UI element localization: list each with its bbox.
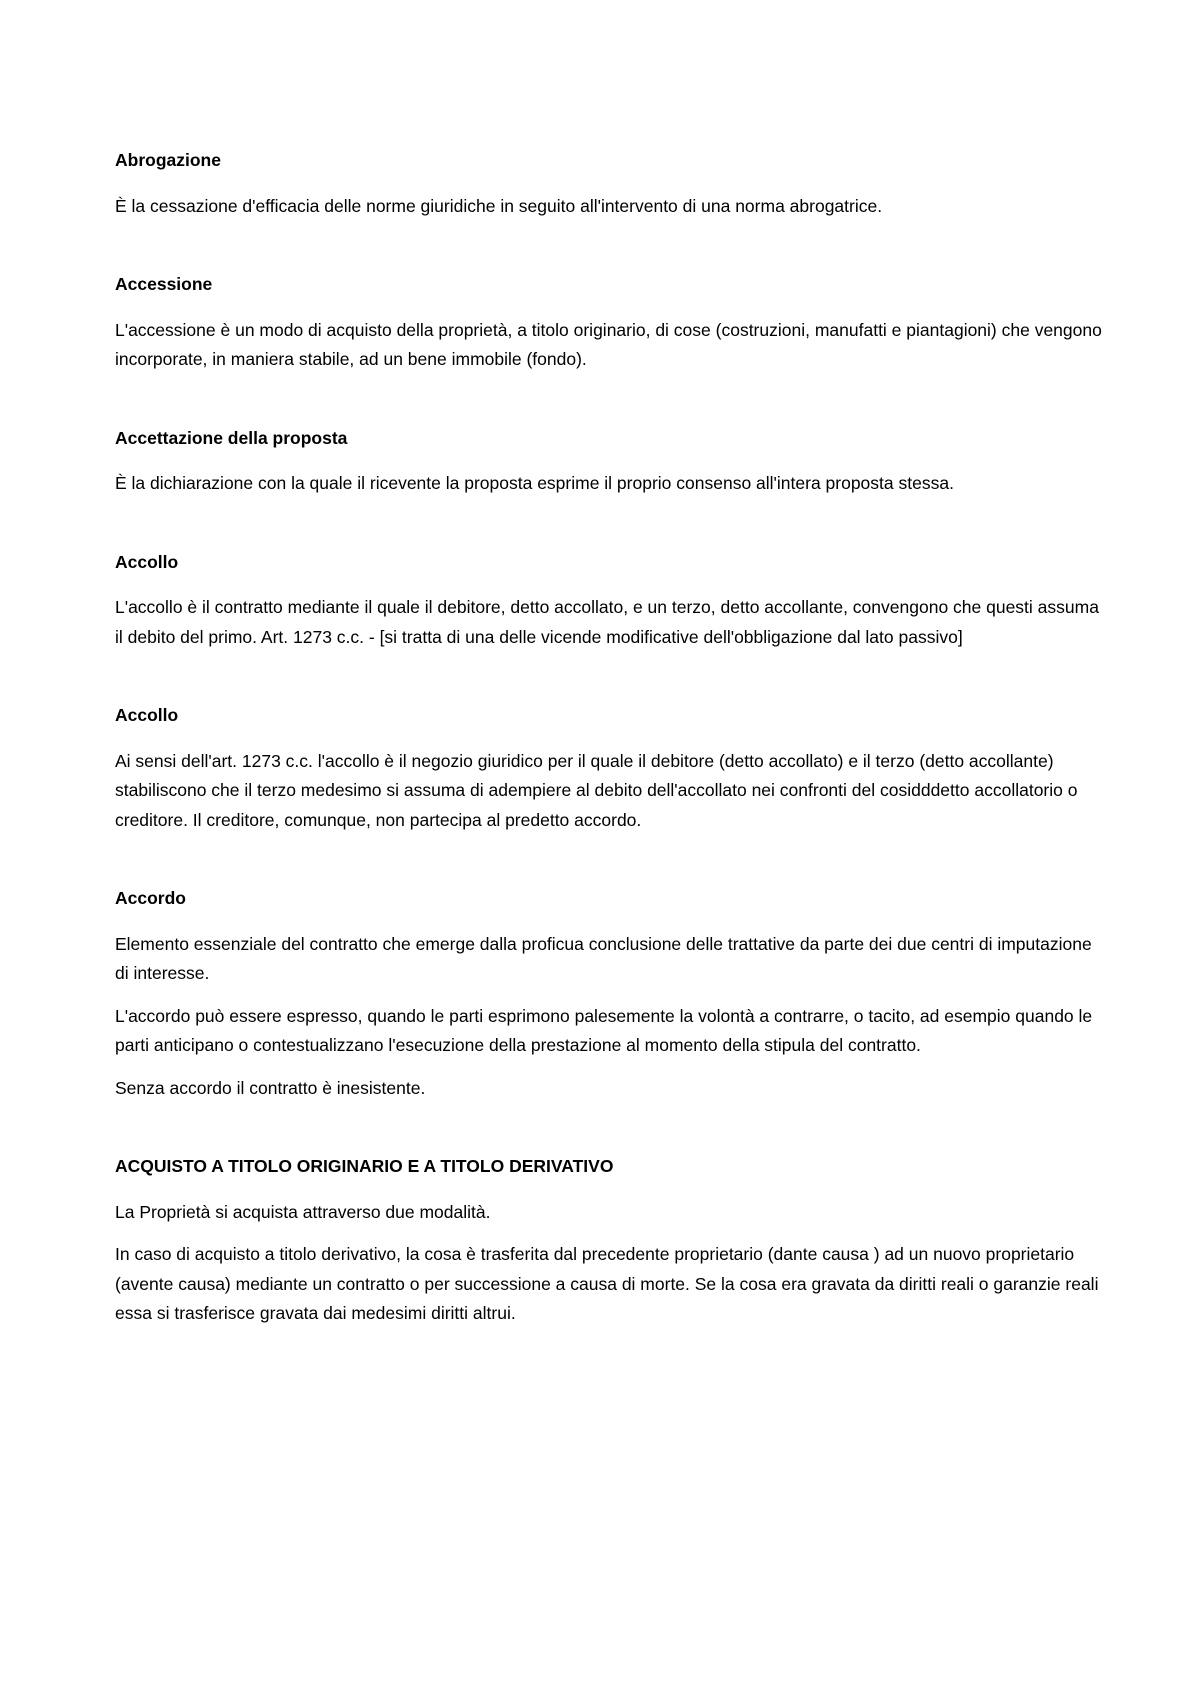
- glossary-entry-abrogazione: [115, 146, 1105, 221]
- entry-paragraph: L'accordo può essere espresso, quando le parti esprimono palesemente la volontà a contrarre, o tacito, ad esempio quando le parti anticipano o contestualizzano l'esecuzione della prestazione al momento della stipula del contratto.: [115, 1005, 1093, 1055]
- entry-term: Accettazione della proposta: [115, 427, 348, 448]
- glossary-entry-accollo-1: [115, 548, 1105, 653]
- entry-term: Accollo: [115, 705, 179, 725]
- entry-term: Abrogazione: [115, 150, 221, 170]
- entry-paragraph: Elemento essenziale del contratto che emerge dalla proficua conclusione delle trattative da parte dei due centri di imputazione di interesse.: [115, 933, 1092, 983]
- glossary-entry-accordo: [115, 884, 1105, 1103]
- entry-term: Accollo: [115, 551, 179, 572]
- entry-term: Accessione: [115, 274, 213, 294]
- glossary-entry-acquisto-a-titolo: [115, 1152, 1105, 1329]
- entry-term: Accordo: [115, 888, 186, 908]
- entry-paragraph: L'accollo è il contratto mediante il quale il debitore, detto accollato, e un terzo, detto accollante, convengono che questi assuma il debito del primo. Art. 1273 c.c. - [si tratta di una delle vicende modificative dell'obbligazione dal lato passivo]: [115, 597, 1099, 647]
- glossary-entry-accettazione-della-proposta: [115, 424, 1105, 499]
- entry-paragraph: È la cessazione d'efficacia delle norme giuridiche in seguito all'intervento di una norma abrogatrice.: [115, 195, 883, 216]
- glossary-content: [115, 146, 1105, 1342]
- entry-paragraph: Senza accordo il contratto è inesistente.: [115, 1077, 426, 1098]
- entry-paragraph: L'accessione è un modo di acquisto della proprietà, a titolo originario, di cose (costruzioni, manufatti e piantagioni) che vengono incorporate, in maniera stabile, ad un bene immobile (fondo).: [115, 319, 1102, 369]
- glossary-entry-accollo-2: [115, 701, 1105, 835]
- entry-term: ACQUISTO A TITOLO ORIGINARIO E A TITOLO DERIVATIVO: [115, 1156, 614, 1176]
- entry-paragraph: In caso di acquisto a titolo derivativo, la cosa è trasferita dal precedente proprietario (dante causa ) ad un nuovo proprietario (avente causa) mediante un contratto o per successione a causa di morte. Se la cosa era gravata da diritti reali o garanzie reali essa si trasferisce gravata dai medesimi diritti altrui.: [115, 1244, 1099, 1323]
- entry-paragraph: La Proprietà si acquista attraverso due modalità.: [115, 1201, 491, 1222]
- entry-paragraph: È la dichiarazione con la quale il ricevente la proposta esprime il proprio consenso all'intera proposta stessa.: [115, 473, 954, 493]
- glossary-entry-accessione: [115, 270, 1105, 375]
- entry-paragraph: Ai sensi dell'art. 1273 c.c. l'accollo è il negozio giuridico per il quale il debitore (detto accollato) e il terzo (detto accollante) stabiliscono che il terzo medesimo si assuma di adempiere al debito dell'accollato nei confronti del cosidddetto accollatorio o creditore. Il creditore, comunque, non partecipa al predetto accordo.: [115, 750, 1078, 830]
